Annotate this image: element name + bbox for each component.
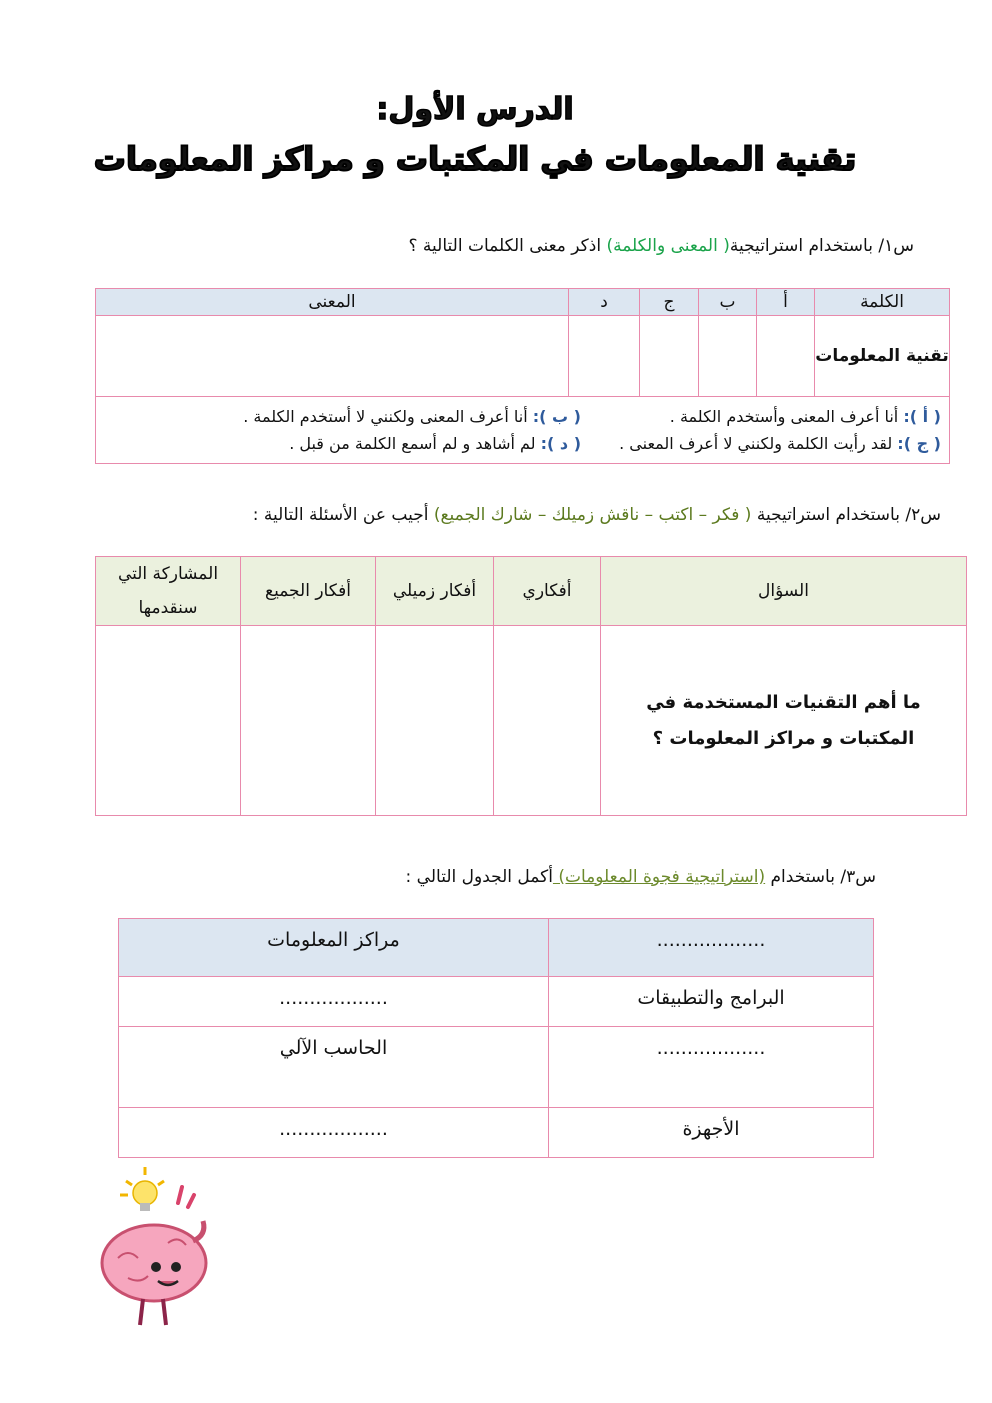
- group-ideas-cell[interactable]: [241, 626, 376, 816]
- header-a: أ: [757, 289, 815, 316]
- table-header-row: [96, 289, 950, 316]
- lightbulb-icon: [120, 1167, 164, 1211]
- partner-ideas-cell[interactable]: [376, 626, 494, 816]
- category-cell: البرامج والتطبيقات: [549, 977, 874, 1027]
- legend-c: [581, 430, 941, 457]
- table-header-row: [119, 919, 874, 977]
- think-pair-share-table: [95, 556, 967, 816]
- legend-key: ( ب ):: [532, 407, 581, 426]
- header-sharing: المشاركة التي سنقدمها: [96, 557, 241, 626]
- q1-prefix: س١/ باستخدام استراتيجية: [729, 236, 914, 256]
- table-row: [119, 1108, 874, 1158]
- header-group-ideas: أفكار الجميع: [241, 557, 376, 626]
- q2-suffix: أجيب عن الأسئلة التالية :: [252, 505, 434, 525]
- legend-key: ( أ ):: [903, 407, 941, 426]
- gap-cell[interactable]: ..................: [119, 977, 549, 1027]
- exclamation-icon: [178, 1187, 194, 1207]
- gap-cell[interactable]: ..................: [119, 1108, 549, 1158]
- q3-suffix: أكمل الجدول التالي :: [405, 867, 553, 887]
- table-row: [96, 626, 967, 816]
- header-my-ideas: أفكاري: [494, 557, 601, 626]
- brain-icon: [102, 1221, 206, 1325]
- header-d: د: [569, 289, 640, 316]
- legend-a: [581, 403, 941, 430]
- question-cell: ما أهم التقنيات المستخدمة في المكتبات و مراكز المعلومات ؟: [601, 626, 967, 816]
- legend-d: [289, 430, 581, 457]
- legend: [96, 397, 950, 464]
- meaning-cell[interactable]: [96, 316, 569, 397]
- question-1-prompt: [408, 236, 914, 256]
- gap-cell[interactable]: ..................: [549, 919, 874, 977]
- header-c: ج: [640, 289, 699, 316]
- q3-strategy: (استراتيجية فجوة المعلومات): [552, 867, 766, 887]
- q1-strategy: ( المعنى والكلمة): [606, 236, 730, 256]
- category-cell: مراكز المعلومات: [119, 919, 549, 977]
- cell-d[interactable]: [569, 316, 640, 397]
- category-cell: الأجهزة: [549, 1108, 874, 1158]
- legend-text: لقد رأيت الكلمة ولكنني لا أعرف المعنى .: [619, 434, 898, 453]
- table-row: [96, 316, 950, 397]
- word-cell: تقنية المعلومات: [815, 316, 950, 397]
- brain-mascot-illustration: [98, 1163, 213, 1333]
- header-word: الكلمة: [815, 289, 950, 316]
- legend-row: [96, 397, 950, 464]
- cell-c[interactable]: [640, 316, 699, 397]
- q3-prefix: س٣/ باستخدام: [765, 867, 876, 887]
- vocabulary-table: [95, 288, 950, 464]
- question-3-prompt: [406, 867, 876, 887]
- legend-key: ( د ):: [540, 434, 581, 453]
- question-2-prompt: [253, 505, 941, 525]
- lesson-label: الدرس الأول:: [376, 92, 574, 127]
- table-row: [119, 1027, 874, 1108]
- information-gap-table: [118, 918, 874, 1158]
- header-partner-ideas: أفكار زميلي: [376, 557, 494, 626]
- my-ideas-cell[interactable]: [494, 626, 601, 816]
- legend-b: [243, 403, 581, 430]
- q2-strategy: ( فكر – اكتب – ناقش زميلك – شارك الجميع): [433, 505, 752, 525]
- gap-cell[interactable]: ..................: [549, 1027, 874, 1108]
- cell-a[interactable]: [757, 316, 815, 397]
- table-row: [119, 977, 874, 1027]
- header-b: ب: [699, 289, 757, 316]
- header-meaning: المعنى: [96, 289, 569, 316]
- table-header-row: [96, 557, 967, 626]
- header-question: السؤال: [601, 557, 967, 626]
- q2-prefix: س٢/ باستخدام استراتيجية: [751, 505, 941, 525]
- legend-text: لم أشاهد و لم أسمع الكلمة من قبل .: [289, 434, 541, 453]
- cell-b[interactable]: [699, 316, 757, 397]
- legend-text: أنا أعرف المعنى وأستخدم الكلمة .: [669, 407, 904, 426]
- legend-text: أنا أعرف المعنى ولكنني لا أستخدم الكلمة .: [243, 407, 533, 426]
- lesson-title: تقنية المعلومات في المكتبات و مراكز المعلومات: [93, 140, 857, 178]
- sharing-cell[interactable]: [96, 626, 241, 816]
- legend-key: ( ج ):: [897, 434, 941, 453]
- category-cell: الحاسب الآلي: [119, 1027, 549, 1108]
- q1-suffix: اذكر معنى الكلمات التالية ؟: [408, 236, 607, 256]
